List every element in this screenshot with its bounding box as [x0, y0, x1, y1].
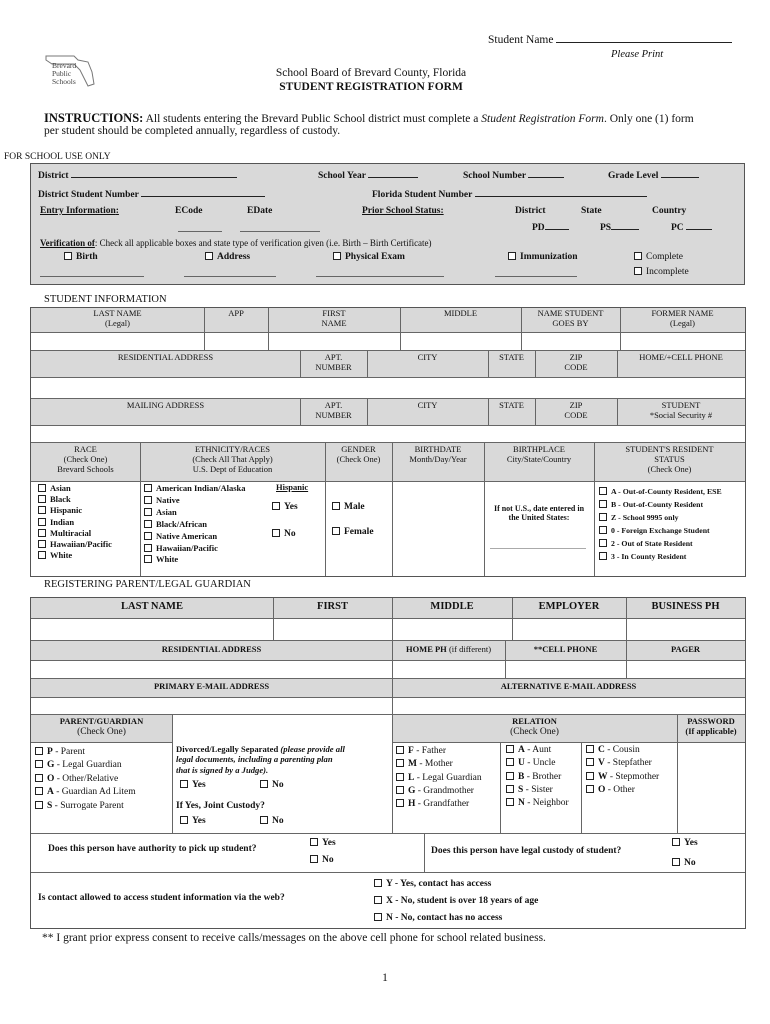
state-col-label: State — [581, 206, 602, 216]
checkbox-icon[interactable] — [38, 506, 46, 514]
not-us-note: If not U.S., date entered in the United States: — [493, 504, 585, 523]
g-col-middle: MIDDLE — [430, 601, 474, 612]
pg-legal-guardian[interactable]: G - Legal Guardian — [35, 759, 136, 772]
checkbox-icon[interactable] — [144, 484, 152, 492]
rel-grandfather[interactable]: H - Grandfather — [396, 798, 482, 811]
verify-address[interactable]: Address — [205, 252, 250, 263]
divorced-no[interactable]: No — [260, 780, 284, 791]
student-name-label: Student Name — [488, 32, 732, 47]
custody-question: Does this person have legal custody of student? — [431, 846, 622, 856]
g-col-parent-guardian: PARENT/GUARDIAN (Check One) — [59, 716, 144, 737]
col-mail-apt: APT. NUMBER — [315, 400, 352, 420]
country-col-label: Country — [652, 206, 687, 216]
g-col-primary-email: PRIMARY E-MAIL ADDRESS — [153, 681, 270, 691]
date-entered-line[interactable] — [490, 548, 586, 549]
eth-asian[interactable]: Asian — [144, 507, 246, 519]
checkbox-icon[interactable] — [506, 798, 514, 806]
physical-exam-line[interactable] — [316, 276, 444, 277]
rel-legal-guardian[interactable]: L - Legal Guardian — [396, 772, 482, 785]
instructions-line-2: per student should be completed annually, regardless of custody. — [44, 125, 341, 137]
checkbox-icon[interactable] — [144, 544, 152, 552]
col-mailing-address: MAILING ADDRESS — [126, 400, 205, 410]
org-name: School Board of Brevard County, Florida — [275, 67, 467, 79]
verify-physical-exam[interactable]: Physical Exam — [333, 252, 405, 263]
col-middle: MIDDLE — [443, 308, 478, 318]
edate-label: EDate — [247, 206, 273, 216]
pg-other[interactable]: O - Other/Relative — [35, 773, 136, 786]
col-name-goes-by: NAME STUDENT GOES BY — [537, 308, 604, 328]
grade-level-field: Grade Level — [608, 167, 699, 182]
checkbox-icon[interactable] — [374, 879, 382, 887]
joint-custody-label: If Yes, Joint Custody? — [176, 801, 265, 811]
col-resident-status: STUDENT'S RESIDENT STATUS (Check One) — [625, 444, 714, 474]
web-question: Is contact allowed to access student information via the web? — [38, 893, 285, 903]
checkbox-icon[interactable] — [38, 551, 46, 559]
checkbox-icon[interactable] — [144, 555, 152, 563]
hispanic-label: Hispanic — [276, 482, 309, 492]
address-checkbox-icon[interactable] — [205, 252, 213, 260]
rel-father[interactable]: F - Father — [396, 745, 482, 758]
checkbox-icon[interactable] — [672, 858, 680, 866]
immunization-line[interactable] — [495, 276, 577, 277]
pg-surrogate[interactable]: S - Surrogate Parent — [35, 800, 136, 813]
col-ethnicity: ETHNICITY/RACES (Check All That Apply) U.S. Dept of Education — [192, 444, 273, 474]
race-indian[interactable]: Indian — [38, 517, 112, 528]
rel-aunt[interactable]: A - Aunt — [506, 744, 569, 757]
joint-yes[interactable]: Yes — [180, 816, 206, 827]
checkbox-icon[interactable] — [38, 540, 46, 548]
birth-line[interactable] — [40, 276, 144, 277]
race-white[interactable]: White — [38, 550, 112, 561]
checkbox-icon[interactable] — [310, 838, 318, 846]
eth-white[interactable]: White — [144, 554, 246, 566]
col-residential-address: RESIDENTIAL ADDRESS — [117, 352, 214, 362]
school-use-title: FOR SCHOOL USE ONLY — [4, 152, 111, 162]
checkbox-icon[interactable] — [35, 760, 43, 768]
race-multiracial[interactable]: Multiracial — [38, 528, 112, 539]
checkbox-icon[interactable] — [586, 785, 594, 793]
col-race: RACE (Check One) Brevard Schools — [57, 444, 114, 474]
logo-line-2: Public — [52, 69, 72, 78]
g-col-first: FIRST — [317, 601, 348, 612]
rel-other[interactable]: O - Other — [586, 784, 659, 797]
checkbox-icon[interactable] — [38, 529, 46, 537]
checkbox-icon[interactable] — [144, 520, 152, 528]
resident-0[interactable]: 0 - Foreign Exchange Student — [599, 524, 722, 537]
student-info-title: STUDENT INFORMATION — [44, 294, 167, 305]
col-city: CITY — [417, 352, 438, 362]
race-asian[interactable]: Asian — [38, 483, 112, 494]
resident-options — [599, 485, 722, 563]
checkbox-icon[interactable] — [38, 518, 46, 526]
col-birthdate: BIRTHDATE Month/Day/Year — [409, 444, 467, 464]
resident-b[interactable]: B - Out-of-County Resident — [599, 498, 722, 511]
checkbox-icon[interactable] — [586, 745, 594, 753]
complete-checkbox-icon[interactable] — [634, 252, 642, 260]
rel-cousin[interactable]: C - Cousin — [586, 744, 659, 757]
rel-sister[interactable]: S - Sister — [506, 784, 569, 797]
eth-native-american[interactable]: Native American — [144, 531, 246, 543]
col-app: APP — [228, 308, 244, 318]
rel-stepmother[interactable]: W - Stepmother — [586, 771, 659, 784]
resident-2[interactable]: 2 - Out of State Resident — [599, 537, 722, 550]
rel-brother[interactable]: B - Brother — [506, 771, 569, 784]
brevard-logo — [44, 52, 98, 90]
checkbox-icon[interactable] — [396, 786, 404, 794]
col-former-name: FORMER NAME (Legal) — [651, 308, 714, 328]
consent-text: ** I grant prior express consent to receive calls/messages on the above cell phone for school related business. — [42, 932, 546, 944]
entry-information-label: Entry Information: — [40, 206, 119, 216]
checkbox-icon[interactable] — [272, 529, 280, 537]
checkbox-icon[interactable] — [272, 502, 280, 510]
status-incomplete[interactable]: Incomplete — [634, 267, 689, 278]
school-number-field: School Number — [463, 167, 564, 182]
col-birthplace: BIRTHPLACE City/State/Country — [506, 444, 572, 464]
rel-uncle[interactable]: U - Uncle — [506, 757, 569, 770]
checkbox-icon[interactable] — [586, 758, 594, 766]
g-col-pager: PAGER — [670, 644, 701, 654]
web-yes[interactable]: Y - Yes, contact has access — [374, 876, 538, 893]
checkbox-icon[interactable] — [672, 838, 680, 846]
checkbox-icon[interactable] — [599, 500, 607, 508]
district-student-number-field: District Student Number — [38, 186, 265, 201]
pickup-question: Does this person have authority to pick up student? — [48, 844, 257, 854]
relation-col-1 — [396, 745, 482, 811]
checkbox-icon[interactable] — [599, 552, 607, 560]
checkbox-icon[interactable] — [599, 539, 607, 547]
col-mail-state: STATE — [499, 400, 524, 410]
pc-field: PC — [671, 219, 712, 234]
ecode-label: ECode — [175, 206, 203, 216]
relation-col-3 — [586, 744, 659, 797]
web-no[interactable]: N - No, contact has no access — [374, 910, 538, 927]
checkbox-icon[interactable] — [144, 532, 152, 540]
checkbox-icon[interactable] — [332, 502, 340, 510]
g-col-relation: RELATION (Check One) — [510, 716, 559, 737]
instructions-line-1: INSTRUCTIONS: All students entering the Brevard Public School district must complete a Student Registration Form. Only one (1) form — [44, 111, 694, 125]
checkbox-icon[interactable] — [144, 496, 152, 504]
checkbox-icon[interactable] — [599, 513, 607, 521]
pg-parent[interactable]: P - Parent — [35, 746, 136, 759]
incomplete-checkbox-icon[interactable] — [634, 267, 642, 275]
race-black[interactable]: Black — [38, 494, 112, 505]
col-home-cell-phone: HOME/+CELL PHONE — [639, 352, 723, 362]
status-complete[interactable]: Complete — [634, 252, 683, 263]
col-apt-number: APT. NUMBER — [315, 352, 352, 372]
ps-field: PS — [600, 219, 639, 234]
relation-col-2 — [506, 744, 569, 810]
hispanic-no[interactable]: No — [272, 529, 296, 540]
resident-3[interactable]: 3 - In County Resident — [599, 550, 722, 563]
checkbox-icon[interactable] — [586, 772, 594, 780]
checkbox-icon[interactable] — [396, 759, 404, 767]
pickup-yes[interactable]: Yes — [310, 838, 336, 849]
checkbox-icon[interactable] — [35, 747, 43, 755]
checkbox-icon[interactable] — [374, 896, 382, 904]
resident-a[interactable]: A - Out-of-County Resident, ESE — [599, 485, 722, 498]
district-field: District — [38, 167, 237, 182]
immunization-checkbox-icon[interactable] — [508, 252, 516, 260]
col-mail-city: CITY — [417, 400, 438, 410]
divorced-note: Divorced/Legally Separated (please provide all legal documents, including a parenting plan that is signed by a Judge). — [176, 744, 345, 775]
rel-neighbor[interactable]: N - Neighbor — [506, 797, 569, 810]
pickup-no[interactable]: No — [310, 855, 334, 866]
checkbox-icon[interactable] — [396, 746, 404, 754]
checkbox-icon[interactable] — [180, 780, 188, 788]
gender-male[interactable]: Male — [332, 502, 365, 513]
checkbox-icon[interactable] — [144, 508, 152, 516]
physical-exam-checkbox-icon[interactable] — [333, 252, 341, 260]
checkbox-icon[interactable] — [506, 745, 514, 753]
checkbox-icon[interactable] — [180, 816, 188, 824]
logo-line-3: Schools — [52, 77, 76, 86]
web-over-18[interactable]: X - No, student is over 18 years of age — [374, 893, 538, 910]
checkbox-icon[interactable] — [332, 527, 340, 535]
web-options — [374, 876, 538, 927]
checkbox-icon[interactable] — [38, 484, 46, 492]
verify-birth[interactable]: Birth — [64, 252, 98, 263]
edate-line[interactable] — [240, 231, 320, 232]
checkbox-icon[interactable] — [35, 774, 43, 782]
col-last-name: LAST NAME (Legal) — [93, 308, 142, 328]
race-hawaiian[interactable]: Hawaiian/Pacific — [38, 539, 112, 550]
custody-no[interactable]: No — [672, 858, 696, 869]
florida-student-number-field: Florida Student Number — [372, 186, 647, 201]
school-year-field: School Year — [318, 167, 418, 182]
resident-z[interactable]: Z - School 9995 only — [599, 511, 722, 524]
checkbox-icon[interactable] — [260, 816, 268, 824]
pg-options — [35, 746, 136, 813]
g-col-residential-address: RESIDENTIAL ADDRESS — [161, 644, 262, 654]
g-col-alt-email: ALTERNATIVE E-MAIL ADDRESS — [500, 681, 637, 691]
checkbox-icon[interactable] — [506, 758, 514, 766]
col-first-name: FIRST NAME — [321, 308, 347, 328]
checkbox-icon[interactable] — [506, 785, 514, 793]
address-line[interactable] — [184, 276, 276, 277]
student-name-field[interactable] — [556, 32, 732, 43]
g-col-employer: EMPLOYER — [538, 601, 600, 612]
hispanic-yes[interactable]: Yes — [272, 502, 298, 513]
col-state: STATE — [499, 352, 524, 362]
g-col-cell-phone: **CELL PHONE — [533, 644, 598, 654]
verify-immunization[interactable]: Immunization — [508, 252, 578, 263]
col-mail-zip: ZIP CODE — [564, 400, 588, 420]
verification-text: Verification of: Check all applicable boxes and state type of verification given (i.e. Birth – Birth Certificate) — [40, 238, 432, 248]
rel-stepfather[interactable]: V - Stepfather — [586, 757, 659, 770]
g-col-home-ph: HOME PH (if different) — [405, 644, 492, 654]
birth-checkbox-icon[interactable] — [64, 252, 72, 260]
ecode-line[interactable] — [178, 231, 222, 232]
eth-black[interactable]: Black/African — [144, 519, 246, 531]
pd-field: PD — [532, 219, 569, 234]
checkbox-icon[interactable] — [599, 487, 607, 495]
checkbox-icon[interactable] — [310, 855, 318, 863]
checkbox-icon[interactable] — [506, 772, 514, 780]
checkbox-icon[interactable] — [374, 913, 382, 921]
district-col-label: District — [515, 206, 546, 216]
checkbox-icon[interactable] — [599, 526, 607, 534]
g-col-password: PASSWORD (If applicable) — [685, 716, 737, 736]
rel-mother[interactable]: M - Mother — [396, 758, 482, 771]
rel-grandmother[interactable]: G - Grandmother — [396, 785, 482, 798]
logo-line-1: Brevard — [52, 61, 77, 70]
checkbox-icon[interactable] — [396, 799, 404, 807]
race-hispanic[interactable]: Hispanic — [38, 505, 112, 516]
divorced-yes[interactable]: Yes — [180, 780, 206, 791]
checkbox-icon[interactable] — [260, 780, 268, 788]
col-ssn: STUDENT *Social Security # — [649, 400, 713, 420]
eth-american-indian[interactable]: American Indian/Alaska — [144, 483, 246, 495]
col-gender: GENDER (Check One) — [336, 444, 381, 464]
col-zip: ZIP CODE — [564, 352, 588, 372]
please-print: Please Print — [611, 49, 664, 60]
gender-female[interactable]: Female — [332, 527, 374, 538]
joint-no[interactable]: No — [260, 816, 284, 827]
page-number: 1 — [382, 972, 388, 984]
g-col-business-ph: BUSINESS PH — [651, 601, 720, 612]
ethnicity-options — [144, 483, 246, 566]
race-options — [38, 483, 112, 561]
pg-guardian-ad-litem[interactable]: A - Guardian Ad Litem — [35, 786, 136, 799]
custody-yes[interactable]: Yes — [672, 838, 698, 849]
guardian-title: REGISTERING PARENT/LEGAL GUARDIAN — [44, 579, 251, 590]
eth-native[interactable]: Native — [144, 495, 246, 507]
g-col-last-name: LAST NAME — [121, 601, 183, 612]
prior-school-status-label: Prior School Status: — [362, 206, 444, 216]
checkbox-icon[interactable] — [35, 787, 43, 795]
form-title: STUDENT REGISTRATION FORM — [279, 81, 463, 93]
checkbox-icon[interactable] — [35, 801, 43, 809]
checkbox-icon[interactable] — [396, 773, 404, 781]
checkbox-icon[interactable] — [38, 495, 46, 503]
eth-hawaiian[interactable]: Hawaiian/Pacific — [144, 543, 246, 555]
